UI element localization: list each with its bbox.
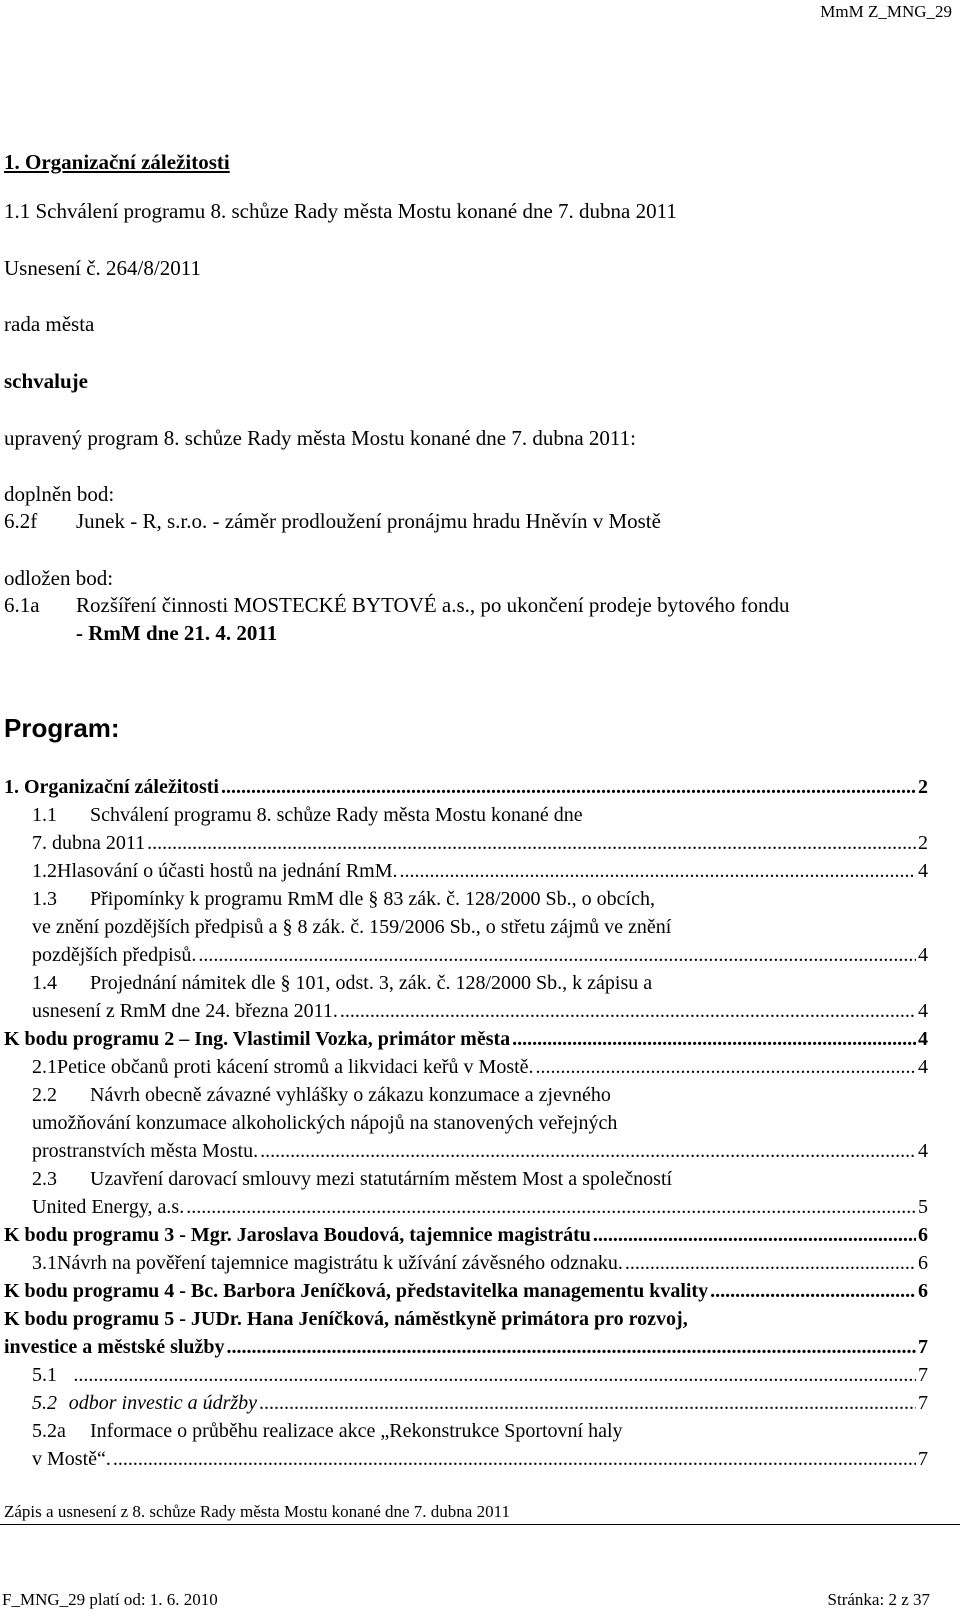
toc-line bbox=[4, 1280, 928, 1308]
postponed-item-label: odložen bod: bbox=[4, 566, 114, 590]
toc-page-number: 6 bbox=[918, 1252, 928, 1274]
toc-page-number: 4 bbox=[918, 1000, 928, 1022]
toc-line bbox=[4, 1336, 928, 1364]
toc-line bbox=[32, 1252, 928, 1280]
toc-leader-dots bbox=[227, 1336, 916, 1359]
toc-item-text: Připomínky k programu RmM dle § 83 zák. č. 128/2000 Sb., o obcích, bbox=[90, 888, 655, 910]
toc-line bbox=[4, 776, 928, 804]
toc-leader-dots bbox=[400, 860, 916, 883]
toc-item-text: Petice občanů proti kácení stromů a likvidaci keřů v Mostě. bbox=[57, 1056, 534, 1078]
toc-page-number: 4 bbox=[918, 1140, 928, 1162]
toc-item-number: 2.1 bbox=[32, 1056, 57, 1078]
toc-item-text: K bodu programu 5 - JUDr. Hana Jeníčková, náměstkyně primátora pro rozvoj, bbox=[4, 1308, 688, 1330]
toc-line bbox=[32, 888, 812, 916]
toc-line bbox=[32, 1364, 928, 1392]
toc-item-text: Schválení programu 8. schůze Rady města Mostu konané dne bbox=[90, 804, 583, 826]
footer-title: Zápis a usnesení z 8. schůze Rady města Mostu konané dne 7. dubna 2011 bbox=[4, 1502, 510, 1521]
toc-page-number: 7 bbox=[918, 1392, 928, 1414]
toc-item-text: pozdějších předpisů. bbox=[32, 944, 197, 966]
toc-line bbox=[32, 972, 812, 1000]
toc-leader-dots bbox=[147, 832, 916, 855]
toc-item-number: 5.1 bbox=[32, 1364, 57, 1386]
toc-page-number: 7 bbox=[918, 1336, 928, 1358]
toc-item-text: 7. dubna 2011 bbox=[32, 832, 146, 854]
toc-line bbox=[32, 1056, 928, 1084]
toc-item-text: ve znění pozdějších předpisů a § 8 zák. č. 159/2006 Sb., o střetu zájmů ve znění bbox=[32, 916, 672, 938]
toc-item-text: K bodu programu 3 - Mgr. Jaroslava Boudová, tajemnice magistrátu bbox=[4, 1224, 591, 1246]
toc-page-number: 7 bbox=[918, 1448, 928, 1470]
toc-item-number: 3.1 bbox=[32, 1252, 57, 1274]
toc-item-text: 1. Organizační záležitosti bbox=[4, 776, 219, 798]
program-title: Program: bbox=[4, 713, 120, 743]
footer-page-number: Stránka: 2 z 37 bbox=[827, 1590, 930, 1609]
toc-item-text: prostranstvích města Mostu. bbox=[32, 1140, 259, 1162]
toc-item-number: 2.3 bbox=[32, 1168, 57, 1190]
toc-leader-dots bbox=[260, 1140, 916, 1163]
toc-item-number: 1.1 bbox=[32, 804, 57, 826]
toc-line bbox=[32, 860, 928, 888]
postponed-item-number: 6.1a bbox=[4, 593, 40, 617]
section-subheading: 1.1 Schválení programu 8. schůze Rady města Mostu konané dne 7. dubna 2011 bbox=[4, 199, 677, 223]
toc-leader-dots bbox=[259, 1392, 916, 1415]
toc-item-number: 1.2 bbox=[32, 860, 57, 882]
toc-leader-dots bbox=[113, 1448, 916, 1471]
toc-item-text: K bodu programu 2 – Ing. Vlastimil Vozka, primátor města bbox=[4, 1028, 511, 1050]
postponed-item-text-continued: - RmM dne 21. 4. 2011 bbox=[76, 621, 278, 645]
toc-page-number: 4 bbox=[918, 860, 928, 882]
toc-line bbox=[32, 1112, 812, 1140]
toc-item-number: 1.4 bbox=[32, 972, 57, 994]
toc-leader-dots bbox=[625, 1252, 916, 1275]
resolution-verb: schvaluje bbox=[4, 369, 88, 393]
added-item-number: 6.2f bbox=[4, 509, 38, 533]
toc-item-text: United Energy, a.s. bbox=[32, 1196, 185, 1218]
toc-line bbox=[4, 1308, 784, 1336]
toc-line bbox=[4, 1224, 928, 1252]
toc-page-number: 6 bbox=[918, 1280, 928, 1302]
toc-leader-dots bbox=[73, 1364, 916, 1387]
toc-item-number: 2.2 bbox=[32, 1084, 57, 1106]
toc-leader-dots bbox=[710, 1280, 916, 1303]
toc-page-number: 4 bbox=[918, 944, 928, 966]
resolution-approved-text: upravený program 8. schůze Rady města Mostu konané dne 7. dubna 2011: bbox=[4, 426, 636, 450]
toc-item-text: Uzavření darovací smlouvy mezi statutárním městem Most a společností bbox=[90, 1168, 673, 1190]
header-doc-code: MmM Z_MNG_29 bbox=[820, 2, 952, 21]
toc-line bbox=[32, 1084, 812, 1112]
toc-item-text: Projednání námitek dle § 101, odst. 3, zák. č. 128/2000 Sb., k zápisu a bbox=[90, 972, 653, 994]
toc-leader-dots bbox=[340, 1000, 916, 1023]
toc-line bbox=[4, 1028, 928, 1056]
toc-line bbox=[32, 1168, 812, 1196]
toc-leader-dots bbox=[221, 776, 916, 799]
toc-item-number: 5.2a bbox=[32, 1420, 66, 1442]
toc-page-number: 2 bbox=[918, 832, 928, 854]
footer-form-code: F_MNG_29 platí od: 1. 6. 2010 bbox=[2, 1590, 218, 1609]
toc-item-text: investice a městské služby bbox=[4, 1336, 225, 1358]
toc-leader-dots bbox=[512, 1028, 916, 1051]
toc-item-text: K bodu programu 4 - Bc. Barbora Jeníčková, představitelka managementu kvality bbox=[4, 1280, 709, 1302]
toc-page-number: 7 bbox=[918, 1364, 928, 1386]
footer-rule bbox=[0, 1524, 960, 1525]
added-item-text: Junek - R, s.r.o. - záměr prodloužení pronájmu hradu Hněvín v Mostě bbox=[76, 509, 661, 533]
toc-line bbox=[32, 944, 928, 972]
toc-line bbox=[32, 1420, 812, 1448]
toc-line bbox=[32, 1392, 928, 1420]
toc-item-text: usnesení z RmM dne 24. března 2011. bbox=[32, 1000, 338, 1022]
toc-item-text: Návrh obecně závazné vyhlášky o zákazu konzumace a zjevného bbox=[90, 1084, 611, 1106]
toc-page-number: 4 bbox=[918, 1028, 928, 1050]
postponed-item-text: Rozšíření činnosti MOSTECKÉ BYTOVÉ a.s., po ukončení prodeje bytového fondu bbox=[76, 593, 790, 617]
resolution-body: rada města bbox=[4, 312, 95, 336]
toc-line bbox=[32, 832, 928, 860]
toc-line bbox=[32, 1140, 928, 1168]
toc-line bbox=[32, 1000, 928, 1028]
toc-page-number: 2 bbox=[918, 776, 928, 798]
toc-item-text: v Mostě“. bbox=[32, 1448, 111, 1470]
toc-leader-dots bbox=[593, 1224, 916, 1247]
toc-item-number: 5.2 bbox=[32, 1392, 57, 1414]
toc-leader-dots bbox=[198, 944, 916, 967]
toc-line bbox=[32, 916, 812, 944]
toc-item-text: Hlasování o účasti hostů na jednání RmM. bbox=[57, 860, 398, 882]
toc-item-text: umožňování konzumace alkoholických nápojů na stanovených veřejných bbox=[32, 1112, 618, 1134]
toc-page-number: 4 bbox=[918, 1056, 928, 1078]
section-heading: 1. Organizační záležitosti bbox=[4, 150, 230, 174]
toc-item-number: 1.3 bbox=[32, 888, 57, 910]
toc-leader-dots bbox=[186, 1196, 916, 1219]
toc-line bbox=[32, 1196, 928, 1224]
resolution-number: Usnesení č. 264/8/2011 bbox=[4, 256, 201, 280]
toc-page-number: 5 bbox=[918, 1196, 928, 1218]
toc-item-text: Informace o průběhu realizace akce „Rekonstrukce Sportovní haly bbox=[90, 1420, 623, 1442]
added-item-label: doplněn bod: bbox=[4, 482, 115, 506]
toc-leader-dots bbox=[536, 1056, 916, 1079]
toc-item-text: odbor investic a údržby bbox=[68, 1392, 258, 1414]
toc-item-text: Návrh na pověření tajemnice magistrátu k užívání závěsného odznaku. bbox=[57, 1252, 623, 1274]
toc-line bbox=[32, 1448, 928, 1476]
toc-line bbox=[32, 804, 812, 832]
toc-page-number: 6 bbox=[918, 1224, 928, 1246]
